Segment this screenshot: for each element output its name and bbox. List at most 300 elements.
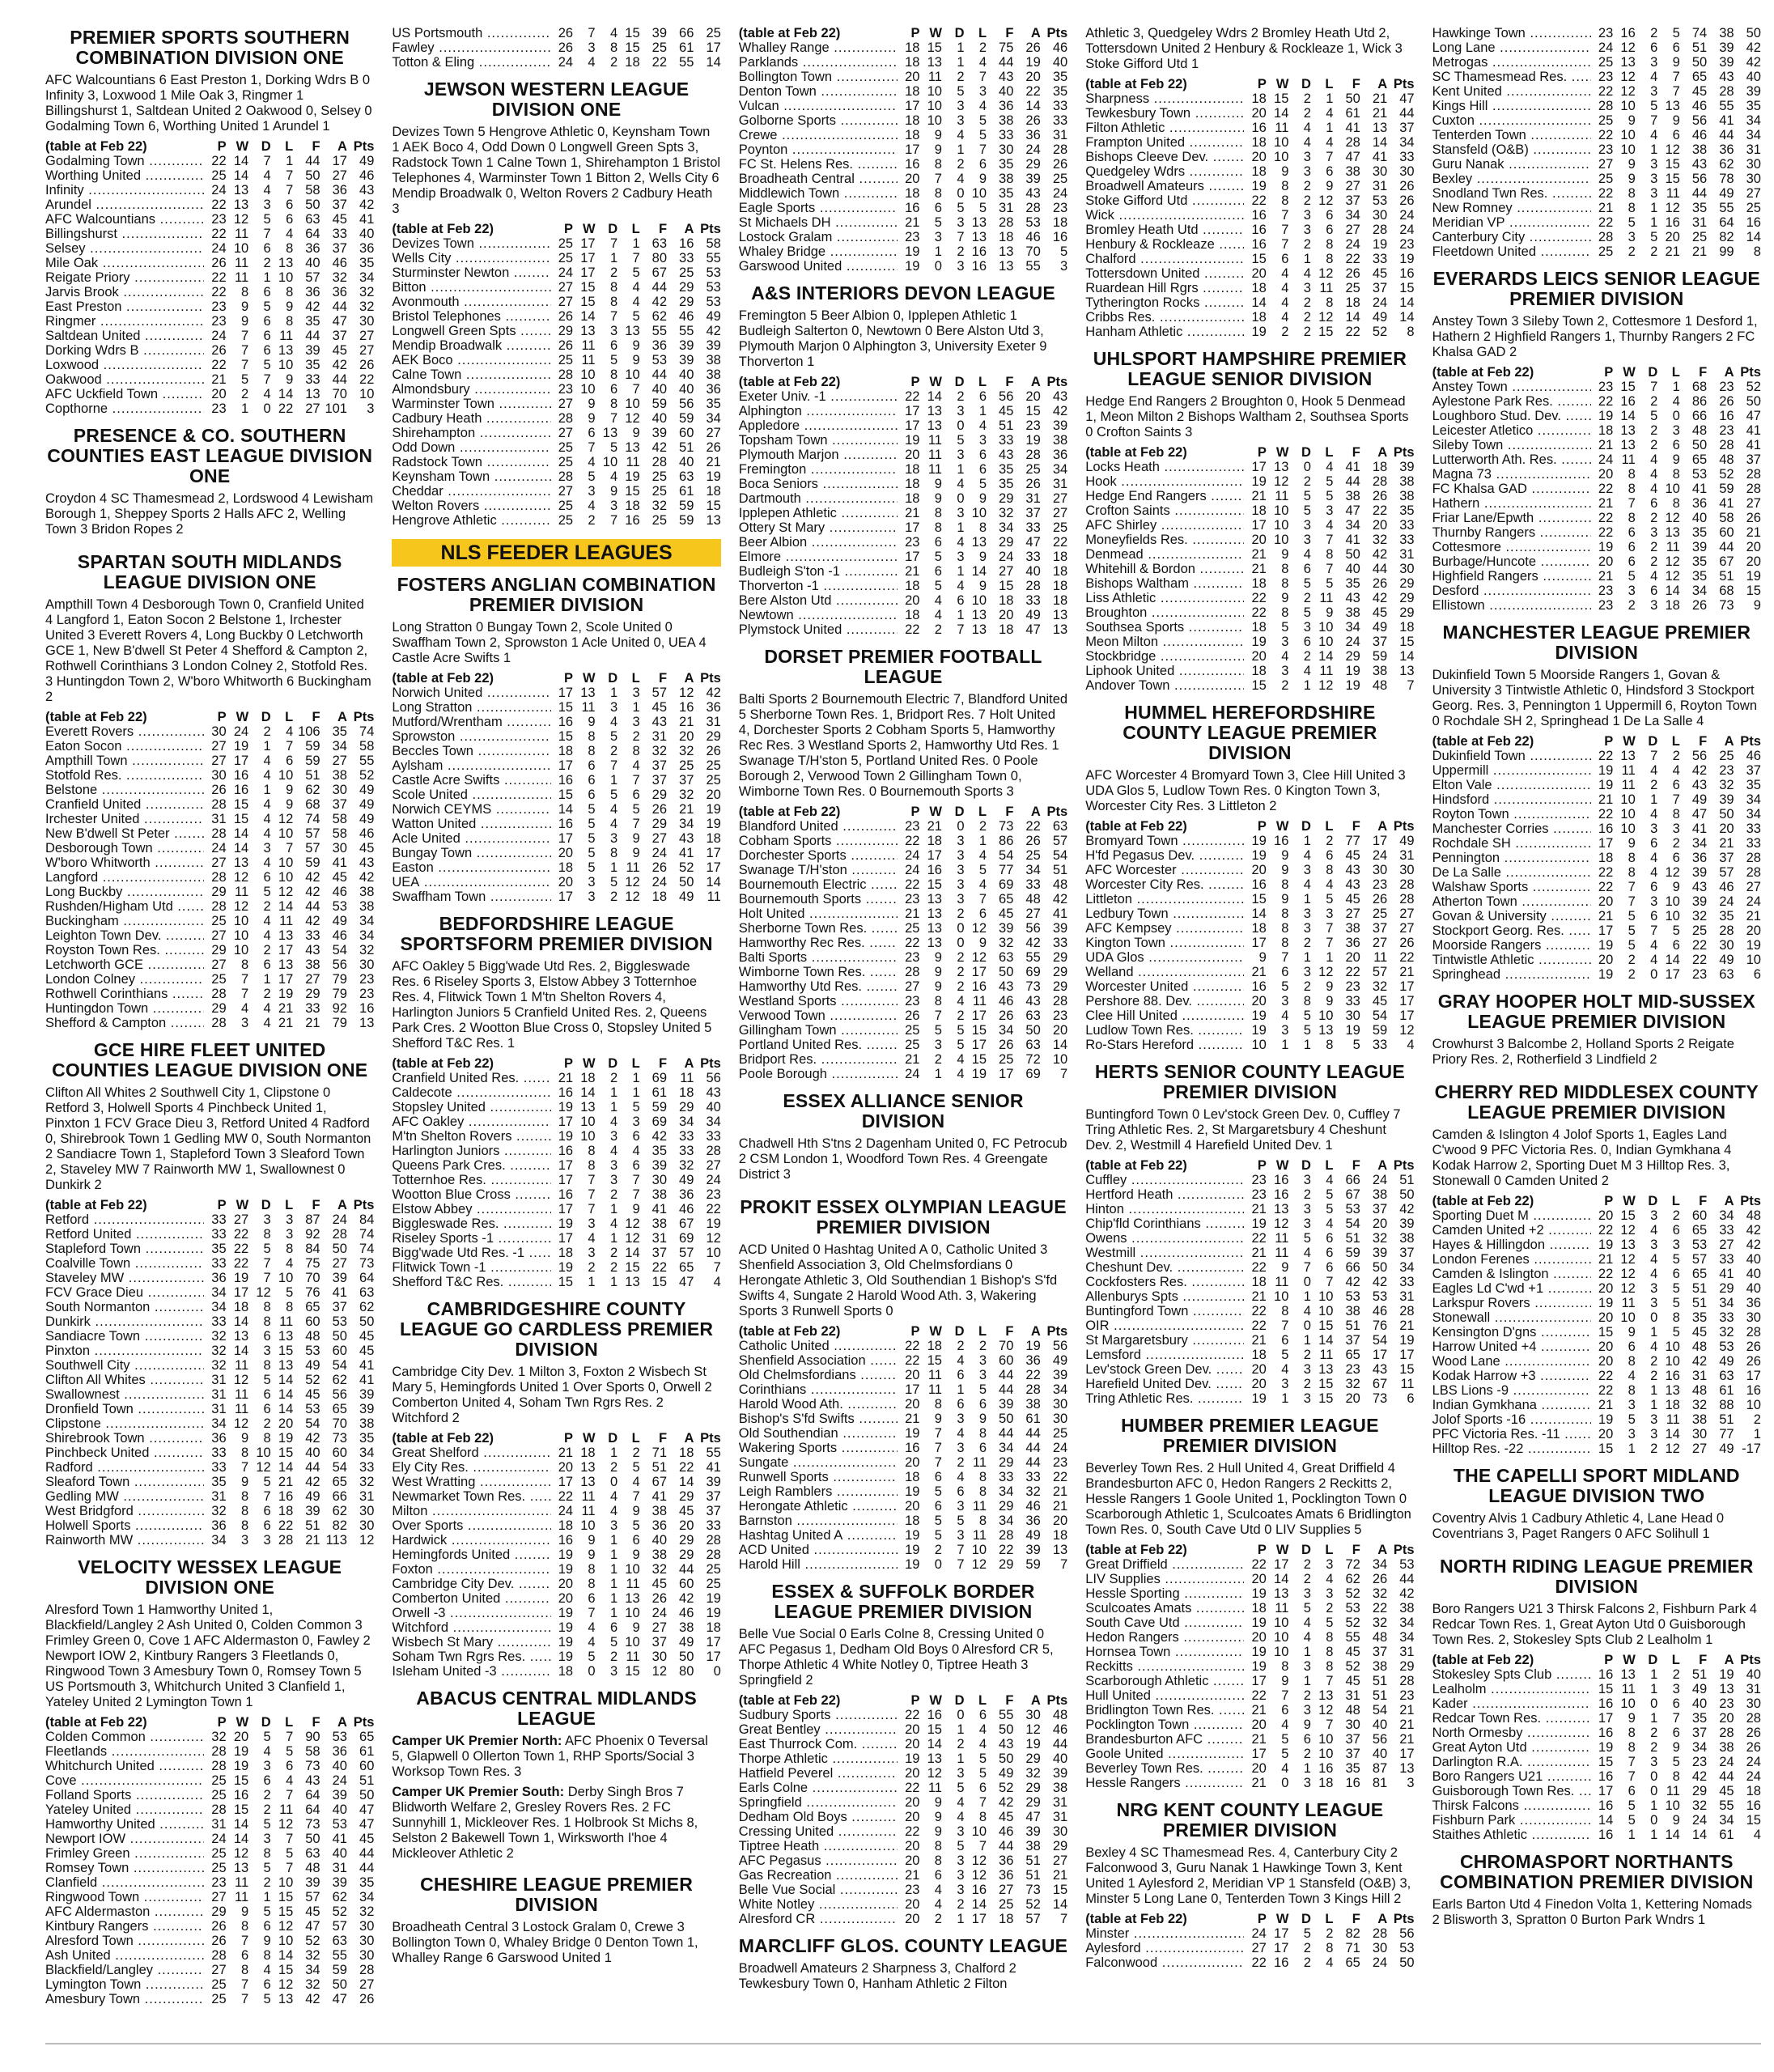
stat-cell: 45 bbox=[332, 212, 347, 227]
stat-cell: 3 bbox=[263, 841, 271, 856]
stat-cell: 3 bbox=[263, 197, 271, 212]
stat-cell: 4 bbox=[1628, 1369, 1636, 1383]
stat-cell: 18 bbox=[905, 55, 920, 70]
stat-cell: 38 bbox=[332, 768, 347, 783]
stat-cell: 6 bbox=[1281, 965, 1289, 979]
stat-cell: 8 bbox=[1628, 482, 1636, 496]
stat-cell: 45 bbox=[1372, 994, 1388, 1008]
stat-cell: 1 bbox=[588, 1275, 596, 1289]
stat-cell: 11 bbox=[1319, 664, 1334, 678]
stat-cell: 65 bbox=[359, 1730, 375, 1744]
table-row bbox=[1432, 1296, 1761, 1310]
stat-cell: 40 bbox=[651, 382, 668, 397]
stat-cell: 6 bbox=[588, 773, 596, 788]
table-row bbox=[739, 579, 1067, 593]
stat-cell: 7 bbox=[934, 1441, 942, 1455]
stat-cell: 12 bbox=[1318, 678, 1334, 693]
stat-cell: 53 bbox=[1719, 1340, 1734, 1354]
stat-cell: 24 bbox=[1691, 1813, 1708, 1828]
stat-cell: 23 bbox=[359, 987, 375, 1001]
stat-cell: 12 bbox=[1025, 1722, 1041, 1737]
stat-cell: 6 bbox=[1326, 1231, 1334, 1246]
table-row bbox=[1432, 1398, 1761, 1412]
stat-cell: 7 bbox=[1326, 1275, 1334, 1289]
stat-cell: 9 bbox=[934, 1824, 942, 1839]
stat-cell: 7 bbox=[241, 1992, 249, 2006]
stat-cell: 15 bbox=[706, 499, 721, 513]
stat-cell: 45 bbox=[651, 700, 668, 715]
stat-cell: 2 bbox=[1303, 474, 1311, 489]
stat-cell: 11 bbox=[927, 70, 942, 84]
stat-cell: 5 bbox=[1303, 605, 1311, 620]
stat-cell: 13 bbox=[233, 1329, 249, 1344]
table-row bbox=[739, 230, 1067, 244]
table-row bbox=[1085, 295, 1414, 310]
stat-cell: 3 bbox=[957, 1868, 965, 1883]
stat-cell: 34 bbox=[1399, 135, 1415, 150]
stat-cell: 9 bbox=[1281, 164, 1289, 179]
stat-cell: 29 bbox=[1399, 605, 1415, 620]
table-row bbox=[1085, 1377, 1414, 1391]
league-table bbox=[392, 671, 720, 904]
stat-cell: 7 bbox=[1650, 113, 1658, 128]
stat-cell: 27 bbox=[1025, 906, 1041, 921]
stat-cell: 15 bbox=[1620, 380, 1636, 394]
stat-cell: 41 bbox=[359, 212, 375, 227]
stat-cell: 6 bbox=[1650, 496, 1658, 511]
stat-cell: 50 bbox=[1399, 1187, 1415, 1202]
table-row bbox=[1085, 877, 1414, 892]
table-row bbox=[739, 477, 1067, 491]
stat-cell: 1 bbox=[1303, 834, 1311, 848]
stat-cell: 48 bbox=[1691, 423, 1708, 438]
team-name: Royton Town ..... bbox=[1432, 807, 1591, 822]
stat-cell: 14 bbox=[1598, 1813, 1614, 1828]
stat-cell: 47 bbox=[1399, 91, 1415, 106]
stat-cell: 65 bbox=[1345, 1955, 1360, 1970]
team-name: FCV Grace Dieu ..... bbox=[45, 1285, 204, 1300]
table-row bbox=[45, 1373, 374, 1387]
stat-cell: 62 bbox=[1345, 1572, 1360, 1586]
stat-cell: 20 bbox=[558, 1577, 574, 1591]
table-header-cell: D bbox=[1301, 1912, 1311, 1926]
stat-cell: 17 bbox=[1399, 994, 1415, 1008]
stat-cell: 32 bbox=[359, 1475, 375, 1489]
stat-cell: 0 bbox=[934, 1557, 942, 1572]
sub-division-results bbox=[392, 1785, 720, 1862]
stat-cell: 4 bbox=[263, 856, 271, 870]
stat-cell: 13 bbox=[971, 535, 987, 550]
stat-cell: 25 bbox=[706, 1577, 721, 1591]
table-row bbox=[1085, 1216, 1414, 1231]
stat-cell: 40 bbox=[1345, 562, 1360, 576]
stat-cell: 4 bbox=[1326, 518, 1334, 533]
stat-cell: 22 bbox=[1598, 807, 1614, 822]
stat-cell: 2 bbox=[1281, 325, 1289, 339]
stat-cell: 0 bbox=[1650, 1784, 1658, 1798]
stat-cell: 12 bbox=[1620, 1252, 1636, 1267]
stat-cell: 44 bbox=[1719, 128, 1734, 142]
stat-cell: 9 bbox=[241, 1904, 249, 1919]
table-row bbox=[739, 259, 1067, 274]
stat-cell: 21 bbox=[1251, 1333, 1267, 1348]
stat-cell: 25 bbox=[1052, 172, 1068, 186]
sub-division-label: Camper UK Premier North: bbox=[392, 1734, 562, 1748]
table-row bbox=[739, 550, 1067, 564]
table-header-cell: L bbox=[285, 1715, 294, 1730]
stat-cell: 14 bbox=[233, 841, 249, 856]
stat-cell: 2 bbox=[1650, 244, 1658, 259]
stat-cell: 4 bbox=[1672, 763, 1680, 778]
stat-cell: 39 bbox=[1025, 1543, 1041, 1557]
stat-cell: 3 bbox=[1628, 1427, 1636, 1441]
team-name: Aylsham ..... bbox=[392, 758, 550, 773]
stat-cell: 58 bbox=[1719, 511, 1734, 525]
table-header-cell: L bbox=[978, 1693, 987, 1708]
stat-cell: 27 bbox=[1746, 186, 1761, 201]
table-row bbox=[392, 758, 720, 773]
stat-cell: 16 bbox=[233, 783, 249, 797]
stat-cell: 13 bbox=[1052, 1543, 1068, 1557]
stat-cell: 58 bbox=[305, 1744, 320, 1759]
team-name: Godalming Town ..... bbox=[45, 154, 204, 168]
stat-cell: 69 bbox=[651, 1071, 668, 1085]
stat-cell: 5 bbox=[1672, 1325, 1680, 1340]
team-name: Ringmer ..... bbox=[45, 314, 204, 329]
team-name: Kodak Harrow +3 ..... bbox=[1432, 1369, 1591, 1383]
table-row bbox=[739, 819, 1067, 834]
stat-cell: 26 bbox=[706, 440, 721, 455]
stat-cell: 15 bbox=[1620, 1208, 1636, 1223]
stat-cell: 34 bbox=[1372, 1557, 1388, 1572]
stat-cell: 34 bbox=[1025, 863, 1041, 877]
table-row bbox=[45, 1271, 374, 1285]
stat-cell: 21 bbox=[1719, 836, 1734, 851]
stat-cell: 10 bbox=[256, 1446, 271, 1460]
stat-cell: 18 bbox=[1318, 1776, 1334, 1790]
stat-cell: 37 bbox=[651, 1246, 668, 1260]
stat-cell: 19 bbox=[905, 1426, 920, 1441]
stat-cell: 1 bbox=[957, 55, 965, 70]
stat-cell: 5 bbox=[1303, 1926, 1311, 1941]
stat-cell: 39 bbox=[1372, 1246, 1388, 1260]
stat-cell: 7 bbox=[609, 758, 618, 773]
stat-cell: 77 bbox=[999, 863, 1014, 877]
stat-cell: 28 bbox=[905, 965, 920, 979]
match-results: ACD United 0 Hashtag United A 0, Catholic United 3 Shenfield Association 3, Old Chelmsfordians 0 Herongate Athletic 3, Old Southendian 1 Bishop's S'fd Swifts 4, Sungate 2 Harold Wood Ath. 3, Wakering Sports 3 Runwell Sports 0 bbox=[738, 1242, 1058, 1318]
team-name: Totton & Eling ..... bbox=[392, 55, 550, 70]
stat-cell: 49 bbox=[999, 1766, 1014, 1781]
team-name: Harefield United Dev. ..... bbox=[1085, 1377, 1244, 1391]
stat-cell: 8 bbox=[241, 1919, 249, 1934]
stat-cell: 2 bbox=[263, 899, 271, 914]
stat-cell: 5 bbox=[609, 353, 618, 367]
table-row bbox=[45, 387, 374, 401]
stat-cell: 53 bbox=[706, 295, 721, 309]
stat-cell: 2 bbox=[1672, 749, 1680, 763]
stat-cell: 44 bbox=[651, 280, 668, 295]
table-row bbox=[1085, 834, 1414, 848]
stat-cell: 2 bbox=[957, 389, 965, 404]
table-row bbox=[45, 1963, 374, 1977]
team-name: Bishops Waltham ..... bbox=[1085, 576, 1244, 591]
table-header-cell: A bbox=[1030, 375, 1041, 389]
stat-cell: 29 bbox=[305, 987, 320, 1001]
stat-cell: 31 bbox=[1052, 1795, 1068, 1810]
team-name: Royston Town Res. ..... bbox=[45, 943, 204, 957]
stat-cell: 4 bbox=[588, 1231, 596, 1246]
stat-cell: 22 bbox=[1598, 1369, 1614, 1383]
table-row bbox=[1085, 892, 1414, 906]
stat-cell: 8 bbox=[934, 186, 942, 201]
table-row bbox=[45, 358, 374, 372]
stat-cell: 18 bbox=[1052, 1528, 1068, 1543]
stat-cell: 40 bbox=[332, 1846, 347, 1861]
stat-cell: 74 bbox=[359, 1227, 375, 1242]
stat-cell: 7 bbox=[263, 1271, 271, 1285]
stat-cell: 41 bbox=[1372, 150, 1388, 164]
stat-cell: 16 bbox=[1274, 1173, 1289, 1187]
stat-cell: 8 bbox=[978, 1484, 987, 1499]
table-row bbox=[739, 979, 1067, 994]
stat-cell: 2 bbox=[1303, 310, 1311, 325]
stat-cell: 3 bbox=[1303, 208, 1311, 223]
stat-cell: 67 bbox=[651, 1475, 668, 1489]
stat-cell: 43 bbox=[1052, 389, 1068, 404]
stat-cell: 13 bbox=[1665, 1383, 1680, 1398]
stat-cell: 3 bbox=[609, 1664, 618, 1679]
stat-cell: 49 bbox=[359, 797, 375, 812]
stat-cell: 4 bbox=[263, 183, 271, 197]
table-row bbox=[739, 142, 1067, 157]
stat-cell: 11 bbox=[1621, 763, 1636, 778]
stat-cell: 33 bbox=[706, 1518, 721, 1533]
table-row bbox=[45, 957, 374, 972]
table-row bbox=[1432, 394, 1761, 409]
stat-cell: 6 bbox=[1628, 1340, 1636, 1354]
stat-cell: 50 bbox=[332, 1242, 347, 1256]
stat-cell: 38 bbox=[1345, 921, 1360, 936]
stat-cell: 21 bbox=[211, 372, 227, 387]
stat-cell: 0 bbox=[588, 1664, 596, 1679]
stat-cell: 34 bbox=[359, 1446, 375, 1460]
stat-cell: 43 bbox=[1025, 186, 1041, 201]
stat-cell: 7 bbox=[609, 309, 618, 324]
stat-cell: 10 bbox=[278, 1271, 294, 1285]
league-block bbox=[392, 1687, 720, 1865]
stat-cell: 31 bbox=[1025, 491, 1041, 506]
team-name: Holt United ..... bbox=[739, 906, 898, 921]
stat-cell: 0 bbox=[1650, 1769, 1658, 1784]
team-name: Yateley United ..... bbox=[45, 1802, 204, 1817]
stat-cell: 50 bbox=[1746, 26, 1761, 40]
stat-cell: 9 bbox=[1672, 1813, 1680, 1828]
stat-cell: 44 bbox=[1399, 106, 1415, 121]
stat-cell: 51 bbox=[1372, 1674, 1388, 1688]
team-name: London Ferenes ..... bbox=[1432, 1252, 1591, 1267]
stat-cell: 2 bbox=[1303, 325, 1311, 339]
stat-cell: 14 bbox=[971, 564, 987, 579]
stat-cell: 46 bbox=[1691, 128, 1708, 142]
stat-cell: 3 bbox=[1303, 164, 1311, 179]
stat-cell: 16 bbox=[1665, 215, 1680, 230]
stat-cell: 25 bbox=[558, 251, 574, 265]
stat-cell: 10 bbox=[1274, 518, 1289, 533]
stat-cell: 2 bbox=[957, 244, 965, 259]
stat-cell: 35 bbox=[211, 1242, 227, 1256]
table-header-cell: A bbox=[337, 1198, 347, 1212]
stat-cell: 55 bbox=[1345, 1630, 1360, 1645]
table-header-cell: L bbox=[631, 222, 640, 236]
stat-cell: 20 bbox=[1598, 554, 1614, 569]
table-row bbox=[1085, 1023, 1414, 1038]
stat-cell: 2 bbox=[1672, 1667, 1680, 1682]
table-row bbox=[392, 26, 720, 40]
stat-cell: 2 bbox=[609, 55, 618, 70]
stat-cell: 56 bbox=[1052, 1339, 1068, 1353]
stat-cell: 3 bbox=[588, 1216, 596, 1231]
stat-cell: 21 bbox=[1372, 91, 1388, 106]
table-header-cell: W bbox=[236, 1715, 249, 1730]
table-row bbox=[739, 622, 1067, 637]
stat-cell: 59 bbox=[679, 411, 694, 426]
team-name: Bere Alston Utd ..... bbox=[739, 593, 898, 608]
table-row bbox=[739, 244, 1067, 259]
team-name: Alphington ..... bbox=[739, 404, 898, 418]
stat-cell: 1 bbox=[934, 1067, 942, 1081]
league-table bbox=[1432, 734, 1761, 982]
stat-cell: 25 bbox=[905, 1023, 920, 1038]
stat-cell: 14 bbox=[1399, 649, 1415, 664]
table-row bbox=[1085, 649, 1414, 664]
stat-cell: 46 bbox=[999, 994, 1014, 1008]
stat-cell: 69 bbox=[999, 877, 1014, 892]
table-row bbox=[45, 1329, 374, 1344]
stat-cell: 7 bbox=[1281, 223, 1289, 237]
table-row bbox=[45, 154, 374, 168]
stat-cell: 6 bbox=[286, 1759, 294, 1773]
table-row bbox=[1085, 1688, 1414, 1703]
table-row bbox=[739, 201, 1067, 215]
stat-cell: 37 bbox=[1399, 121, 1415, 135]
stat-cell: 54 bbox=[332, 1460, 347, 1475]
stat-cell: 1 bbox=[957, 564, 965, 579]
team-name: Stopsley United ..... bbox=[392, 1100, 550, 1115]
table-row bbox=[1432, 1726, 1761, 1740]
stat-cell: 34 bbox=[359, 270, 375, 285]
stat-cell: 14 bbox=[1251, 906, 1267, 921]
stat-cell: 7 bbox=[1407, 678, 1415, 693]
stat-cell: 1 bbox=[957, 1722, 965, 1737]
stat-cell: 24 bbox=[1372, 848, 1388, 863]
stat-cell: 9 bbox=[1326, 179, 1334, 193]
stat-cell: 41 bbox=[332, 1285, 347, 1300]
table-header-cell: D bbox=[954, 805, 965, 819]
team-name: Hamworthy Rec Res. ..... bbox=[739, 936, 898, 950]
stat-cell: 4 bbox=[1303, 664, 1311, 678]
stat-cell: 62 bbox=[332, 1373, 347, 1387]
stat-cell: 49 bbox=[359, 783, 375, 797]
stat-cell: 11 bbox=[581, 700, 596, 715]
stat-cell: 17 bbox=[1251, 1747, 1267, 1761]
stat-cell: 22 bbox=[558, 1489, 574, 1504]
stat-cell: 17 bbox=[233, 754, 249, 768]
stat-cell: 7 bbox=[1060, 1067, 1068, 1081]
table-row bbox=[45, 783, 374, 797]
stat-cell: 36 bbox=[1025, 128, 1041, 142]
stat-cell: 43 bbox=[1691, 880, 1708, 894]
table-row bbox=[1085, 518, 1414, 533]
team-name: Elmore ..... bbox=[739, 550, 898, 564]
table-row bbox=[1432, 584, 1761, 598]
stat-cell: 29 bbox=[1052, 965, 1068, 979]
stat-cell: 22 bbox=[1251, 1688, 1267, 1703]
stat-cell: 39 bbox=[706, 338, 721, 353]
stat-cell: 41 bbox=[1345, 460, 1360, 474]
stat-cell: 24 bbox=[558, 55, 574, 70]
stat-cell: 50 bbox=[999, 965, 1014, 979]
stat-cell: 22 bbox=[1598, 511, 1614, 525]
stat-cell: 51 bbox=[1345, 1318, 1360, 1333]
stat-cell: 20 bbox=[1598, 1427, 1614, 1441]
stat-cell: 36 bbox=[305, 241, 320, 256]
stat-cell: 30 bbox=[1372, 164, 1388, 179]
stat-cell: 2 bbox=[1672, 836, 1680, 851]
table-row bbox=[1432, 186, 1761, 201]
stat-cell: 7 bbox=[957, 230, 965, 244]
league-table bbox=[392, 222, 720, 528]
stat-cell: 45 bbox=[679, 1504, 694, 1518]
stat-cell: 22 bbox=[1598, 749, 1614, 763]
stat-cell: 5 bbox=[978, 128, 987, 142]
table-row bbox=[392, 1173, 720, 1187]
stat-cell: 3 bbox=[957, 848, 965, 863]
stat-cell: 58 bbox=[332, 826, 347, 841]
stat-cell: 19 bbox=[1746, 569, 1761, 584]
stat-cell: 43 bbox=[1691, 778, 1708, 792]
table-header-cell: D bbox=[1648, 734, 1658, 749]
table-header-cell: P bbox=[217, 1715, 227, 1730]
stat-cell: 0 bbox=[957, 186, 965, 201]
stat-cell: 2 bbox=[609, 890, 618, 904]
stat-cell: 1 bbox=[263, 270, 271, 285]
team-name: Bournemouth Electric ..... bbox=[739, 877, 898, 892]
stat-cell: 3 bbox=[934, 230, 942, 244]
stat-cell: 2 bbox=[588, 513, 596, 528]
stat-cell: 10 bbox=[971, 186, 987, 201]
stat-cell: 18 bbox=[905, 40, 920, 55]
stat-cell: 3 bbox=[957, 506, 965, 520]
stat-cell: 50 bbox=[679, 1650, 694, 1664]
table-header-cell: (table at Feb 22) bbox=[1432, 365, 1534, 380]
stat-cell: 18 bbox=[1251, 503, 1267, 518]
stat-cell: 20 bbox=[1251, 863, 1267, 877]
stat-cell: 22 bbox=[233, 1227, 249, 1242]
stat-cell: 9 bbox=[934, 128, 942, 142]
table-row bbox=[739, 1839, 1067, 1853]
stat-cell: 3 bbox=[957, 1766, 965, 1781]
table-row bbox=[739, 1067, 1067, 1081]
stat-cell: 52 bbox=[1345, 1616, 1360, 1630]
stat-cell: 3 bbox=[957, 877, 965, 892]
table-row bbox=[739, 1868, 1067, 1883]
table-row bbox=[392, 700, 720, 715]
stat-cell: -17 bbox=[1742, 1441, 1761, 1456]
stat-cell: 1 bbox=[609, 773, 618, 788]
team-name: Frampton United ..... bbox=[1085, 135, 1244, 150]
stat-cell: 20 bbox=[1372, 1216, 1388, 1231]
stat-cell: 1 bbox=[1650, 1798, 1658, 1813]
